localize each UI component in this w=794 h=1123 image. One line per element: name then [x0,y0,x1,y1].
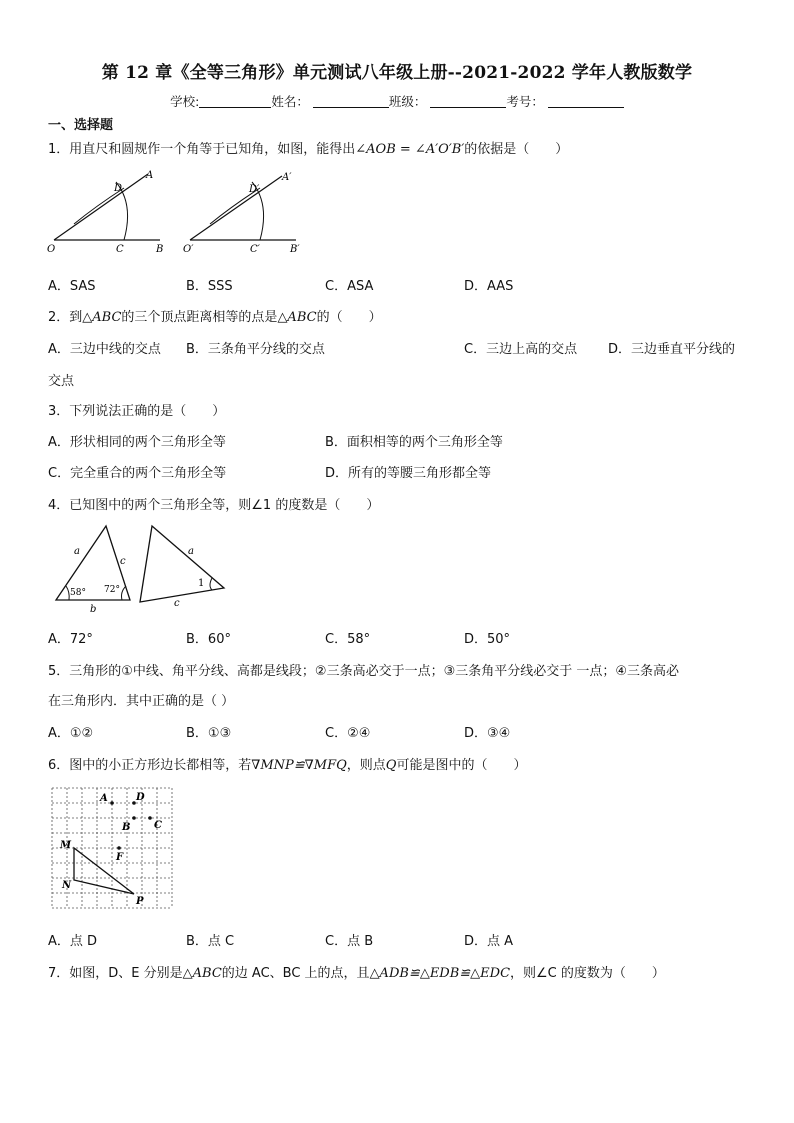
q3-option-d[interactable]: D．所有的等腰三角形都全等 [325,466,492,481]
q1-label-a2: A′ [282,172,292,183]
q4-angle-arc-58 [66,586,69,600]
q6-label-b: B [122,822,131,833]
q6-point-c [148,816,152,820]
q4-label-c-right: c [174,598,180,609]
q4-label-a-left: a [74,546,80,557]
q1-option-c[interactable]: C．ASA [325,279,374,294]
q4-label-58: 58° [70,588,86,598]
q6-option-d[interactable]: D．点 A [464,934,514,949]
q6-stem-math: ∇MNP≌∇MFQ [251,758,347,773]
question-5-line-1: 5．三角形的①中线、角平分线、高都是线段；②三条高必交于一点；③三条角平分线必交于 一点；④三条高必 [48,664,680,679]
q6-triangle-mnp [74,848,134,894]
q2-option-d-continued: 交点 [48,374,75,389]
name-field[interactable] [313,95,389,108]
class-field[interactable] [430,95,506,108]
q4-option-a[interactable]: A．72° [48,632,93,647]
q5-option-c[interactable]: C．②④ [325,726,371,741]
q7-stem-math-2: △ADB≌△EDB≌△EDC [369,966,511,981]
school-label: 学校: [170,94,200,109]
q2-stem-math-2: △ABC [277,310,317,325]
q6-point-f [117,846,121,850]
q4-triangle-right [140,526,224,602]
q1-label-o2: O′ [183,244,194,255]
q4-angle-arc-1 [210,578,212,590]
q6-point-a [110,801,114,805]
q2-option-c[interactable]: C．三边上高的交点 [464,342,578,357]
q1-label-c: C [116,244,124,255]
q4-label-a-right: a [188,546,194,557]
q6-option-a[interactable]: A．点 D [48,934,98,949]
q4-option-d[interactable]: D．50° [464,632,511,647]
question-5-line-2: 在三角形内．其中正确的是（ ） [48,694,235,709]
class-label: 班级： [388,94,427,109]
question-4-stem: 4．已知图中的两个三角形全等，则∠1 的度数是（ ） [48,498,380,513]
q1-option-a[interactable]: A．SAS [48,279,96,294]
q6-stem-tail: 可能是图中的（ ） [396,758,527,773]
q4-option-c[interactable]: C．58° [325,632,371,647]
q3-option-c[interactable]: C．完全重合的两个三角形全等 [48,466,227,481]
q4-label-72: 72° [104,585,120,595]
q2-option-a[interactable]: A．三边中线的交点 [48,342,161,357]
q1-label-b2: B′ [290,244,300,255]
q6-stem-text: 6．图中的小正方形边长都相等，若 [48,758,252,773]
q6-point-b [132,816,136,820]
q1-label-o: O [47,244,56,255]
name-label: 姓名： [271,94,309,109]
q2-stem-mid: 的三个顶点距离相等的点是 [121,310,278,325]
q1-stem-tail: 的依据是（ ） [464,142,569,157]
q6-label-c: C [154,820,162,831]
q1-ray-oa [54,174,148,240]
q6-option-b[interactable]: B．点 C [186,934,235,949]
q7-stem-text: 7．如图，D、E 分别是 [48,966,183,981]
q7-stem-mid: 的边 AC、BC 上的点，且 [221,966,370,981]
q6-label-a: A [100,793,108,804]
q4-label-b-left: b [90,604,97,612]
q1-label-d2: D′ [249,184,260,195]
q5-option-d[interactable]: D．③④ [464,726,511,741]
page-title: 第 12 章《全等三角形》单元测试八年级上册--2021-2022 学年人教版数学 [101,63,693,83]
q1-label-c2: C′ [250,244,260,255]
q1-option-d[interactable]: D．AAS [464,279,514,294]
question-1-stem [48,138,568,157]
id-label: 考号： [506,94,544,109]
q7-stem-tail: ，则∠C 的度数为（ ） [510,966,665,981]
q4-label-c-left: c [120,556,126,567]
school-field[interactable] [199,95,271,108]
id-field[interactable] [548,95,624,108]
section-title: 一、选择题 [48,118,114,133]
q6-label-p: P [136,896,144,907]
q2-stem-math-1: △ABC [82,310,122,325]
q6-label-f: F [116,852,124,863]
question-2-stem [48,306,382,325]
q6-label-d: D [136,792,145,803]
q4-figure [48,520,238,612]
q6-stem-q: Q [385,758,397,773]
q1-stem-text: 1．用直尺和圆规作一个角等于已知角，如图，能得出 [48,142,356,157]
student-info-line [0,92,794,110]
q5-option-a[interactable]: A．①② [48,726,94,741]
q6-option-c[interactable]: C．点 B [325,934,374,949]
q1-ray-o2a2 [190,176,282,240]
q2-option-b[interactable]: B．三条角平分线的交点 [186,342,325,357]
question-7-stem [48,962,665,981]
q1-label-a: A [146,170,154,181]
q1-label-d: D [114,183,123,194]
q4-angle-arc-72 [122,586,127,600]
question-6-stem [48,754,526,773]
q6-label-n: N [62,880,72,891]
q3-option-a[interactable]: A．形状相同的两个三角形全等 [48,435,226,450]
q5-option-b[interactable]: B．①③ [186,726,232,741]
q1-option-b[interactable]: B．SSS [186,279,233,294]
q1-stem-math: ∠AOB = ∠A′O′B′ [355,142,465,157]
q4-label-1: 1 [198,578,205,589]
q7-stem-math-1: △ABC [182,966,222,981]
q1-label-b: B [156,244,164,255]
q2-stem-text: 2．到 [48,310,83,325]
q6-label-m: M [60,840,72,851]
q6-grid-figure [50,786,176,914]
q2-option-d[interactable]: D．三边垂直平分线的 [608,342,736,357]
q4-option-b[interactable]: B．60° [186,632,231,647]
q3-option-b[interactable]: B．面积相等的两个三角形全等 [325,435,503,450]
q2-stem-tail: 的（ ） [316,310,382,325]
q6-stem-mid: ，则点 [346,758,386,773]
question-3-stem: 3．下列说法正确的是（ ） [48,404,226,419]
q1-figure [44,166,314,258]
